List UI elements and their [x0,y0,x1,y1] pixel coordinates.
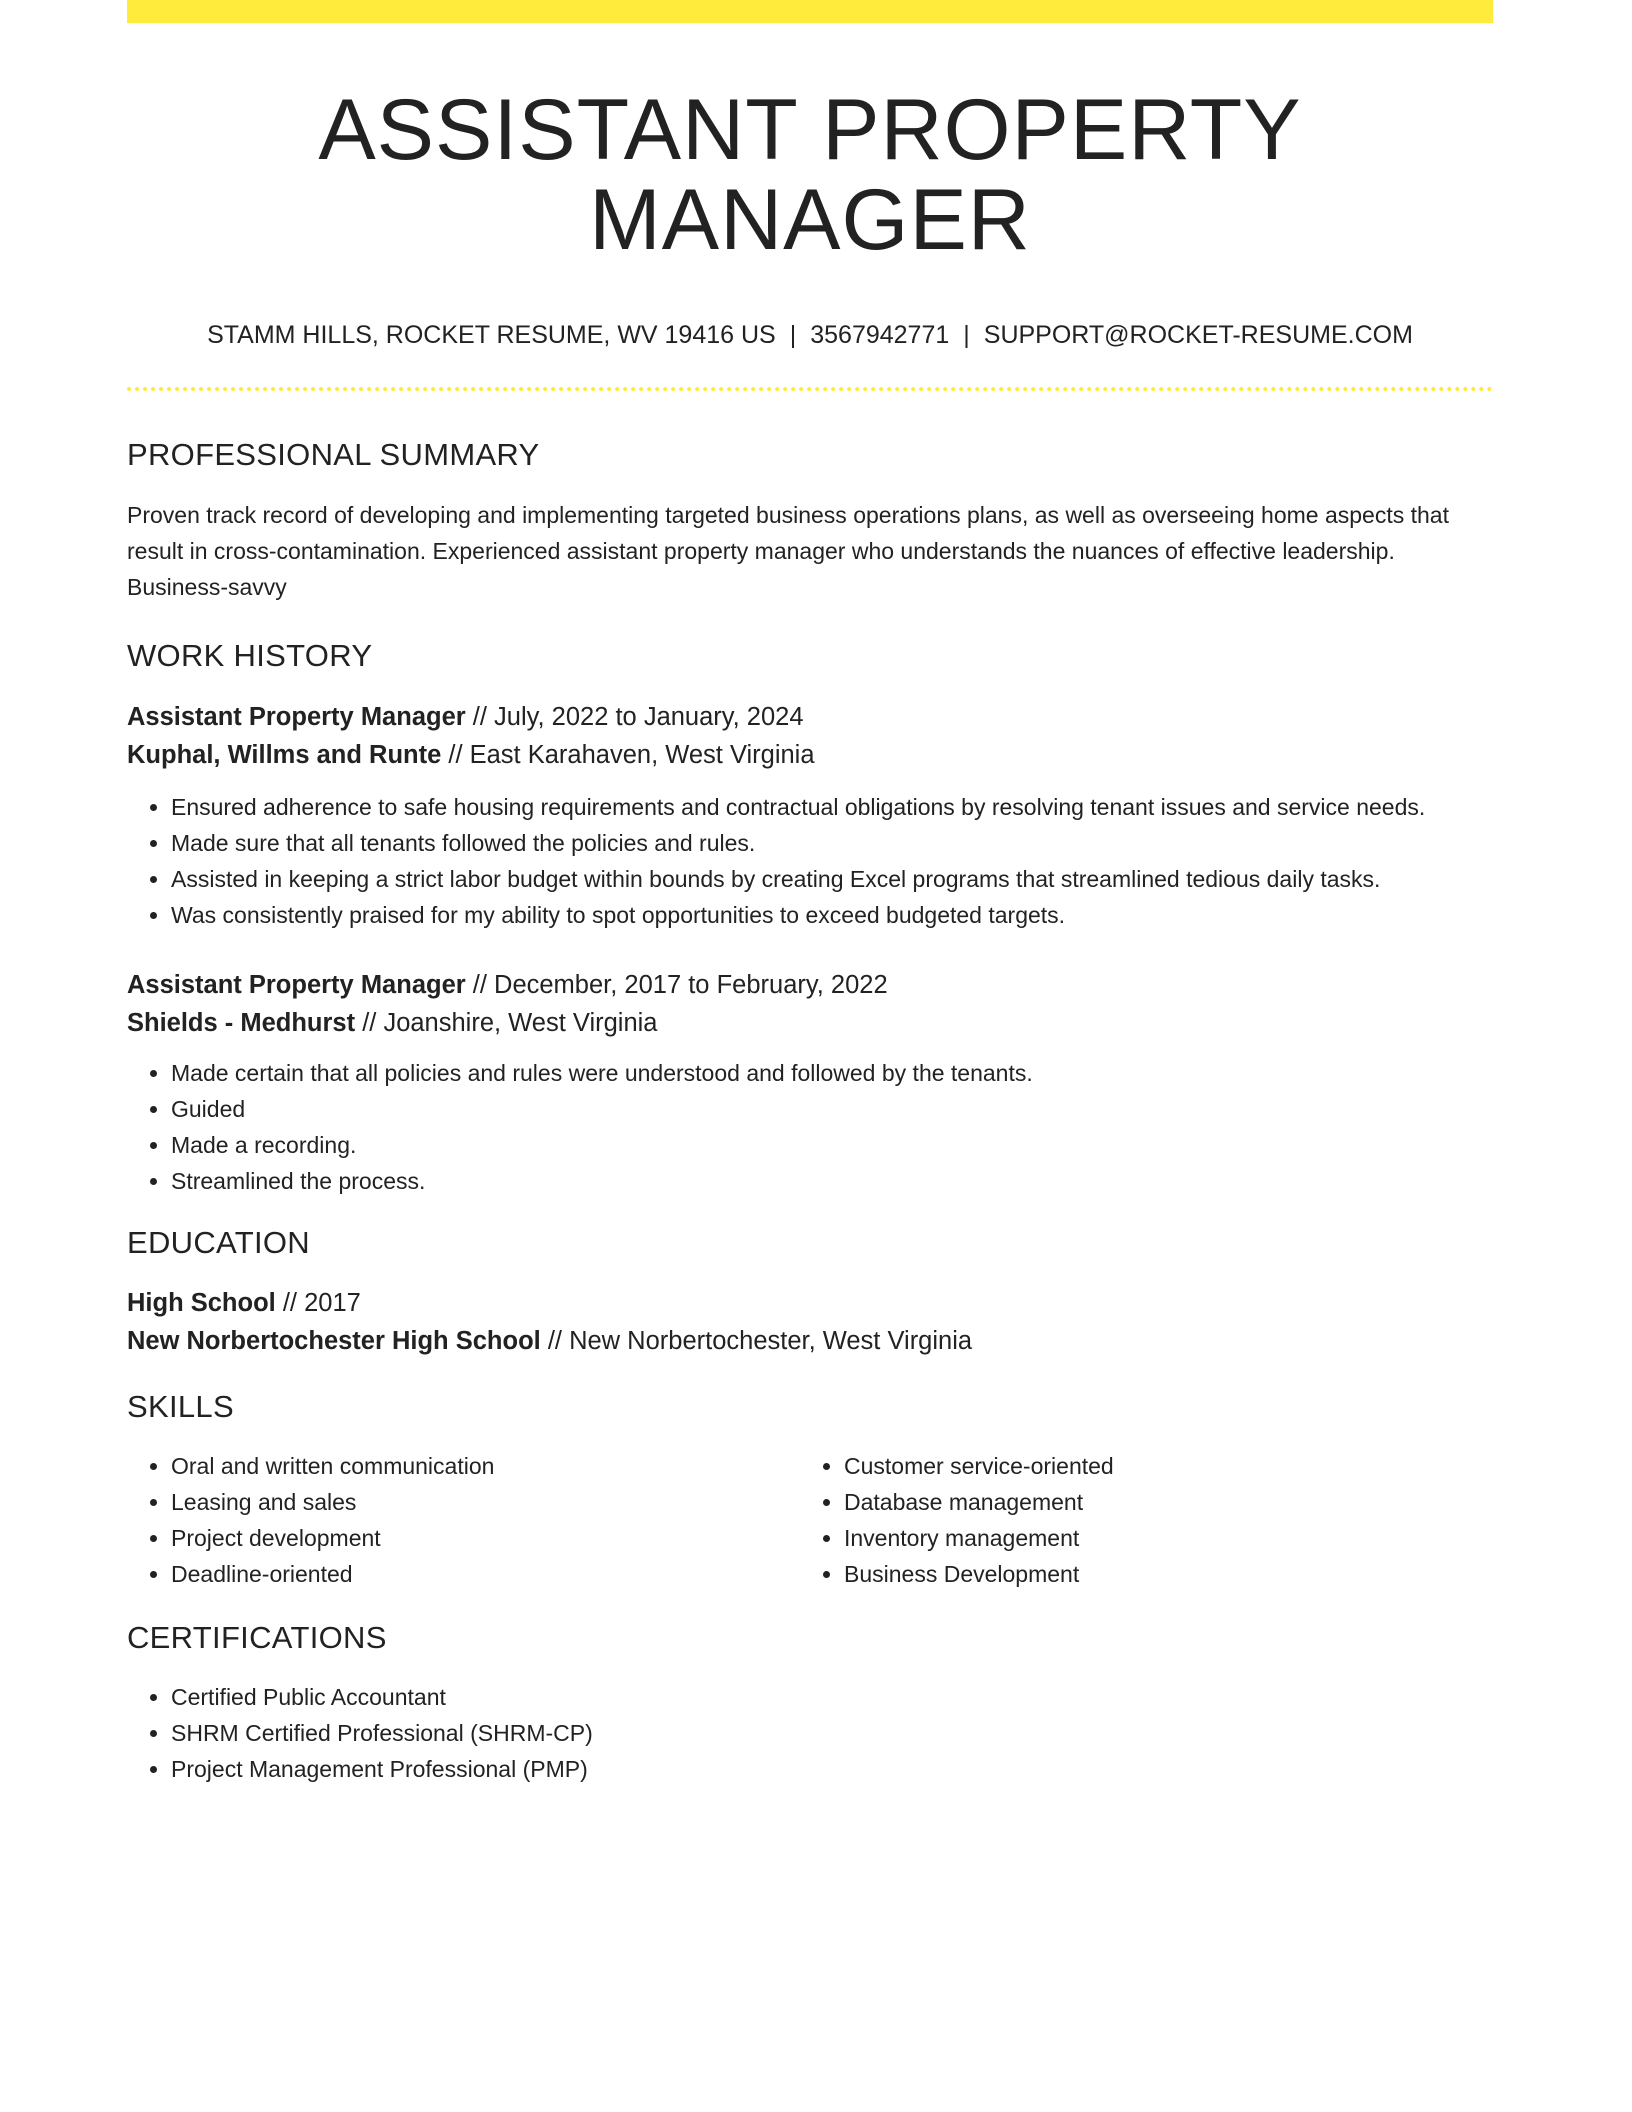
education-degree: High School [127,1289,276,1318]
job-bullet: • Guided [171,1091,1493,1127]
education-school-line [127,1322,1493,1360]
job-entry [127,698,1493,933]
job-bullet: • Was consistently praised for my ability to spot opportunities to exceed budgeted targets. [171,897,1493,933]
skill-item: • Deadline-oriented [171,1556,800,1592]
certification-item: • Project Management Professional (PMP) [171,1751,1493,1787]
education-entry [127,1284,1493,1360]
accent-top-bar [127,0,1493,23]
job-bullets [127,1055,1493,1199]
job-bullet: • Made a recording. [171,1127,1493,1163]
job-dates: // July, 2022 to January, 2024 [465,702,804,731]
job-role: Assistant Property Manager [127,970,466,999]
skill-item: • Database management [844,1484,1473,1520]
job-company-line [127,1004,1493,1042]
certification-item: • SHRM Certified Professional (SHRM-CP) [171,1715,1493,1751]
skills-list [800,1448,1473,1592]
certifications-list [127,1679,1493,1787]
education-year: // 2017 [275,1289,361,1318]
job-bullets [127,789,1493,933]
contact-line [127,320,1493,350]
contact-separator: | [789,320,797,349]
job-bullet: • Ensured adherence to safe housing requirements and contractual obligations by resolving tenant issues and service needs. [171,789,1493,825]
work-history-heading: WORK HISTORY [127,637,373,673]
job-bullet: • Assisted in keeping a strict labor budget within bounds by creating Excel programs that streamlined tedious daily tasks. [171,861,1493,897]
job-company-line [127,736,1493,774]
skill-item: • Leasing and sales [171,1484,800,1520]
job-role-line [127,966,1493,1004]
resume-page [127,0,1493,1787]
contact-email: SUPPORT@ROCKET-RESUME.COM [983,320,1413,349]
certifications-heading: CERTIFICATIONS [127,1620,387,1656]
job-role-line [127,698,1493,736]
job-role: Assistant Property Manager [127,702,466,731]
certification-item: • Certified Public Accountant [171,1679,1493,1715]
skills-list [127,1448,800,1592]
dotted-divider [127,387,1493,391]
job-company: Shields - Medhurst [127,1008,356,1037]
contact-address: STAMM HILLS, ROCKET RESUME, WV 19416 US [207,320,776,349]
job-bullet: • Streamlined the process. [171,1163,1493,1199]
job-location: // Joanshire, West Virginia [355,1008,658,1037]
job-location: // East Karahaven, West Virginia [441,740,815,769]
contact-separator: | [963,320,970,349]
contact-phone: 3567942771 [810,320,950,349]
skills-column-right [800,1448,1473,1592]
skills-column-left [127,1448,800,1592]
job-company: Kuphal, Willms and Runte [127,740,442,769]
summary-heading: PROFESSIONAL SUMMARY [127,436,540,472]
skills-grid [127,1448,1493,1592]
skill-item: • Oral and written communication [171,1448,800,1484]
education-location: // New Norbertochester, West Virginia [540,1327,973,1356]
job-entry [127,966,1493,1199]
job-bullet: • Made certain that all policies and rules were understood and followed by the tenants. [171,1055,1493,1091]
skill-item: • Inventory management [844,1520,1473,1556]
education-degree-line [127,1284,1493,1322]
skill-item: • Business Development [844,1556,1473,1592]
job-dates: // December, 2017 to February, 2022 [465,970,888,999]
education-school: New Norbertochester High School [127,1327,541,1356]
skill-item: • Project development [171,1520,800,1556]
skill-item: • Customer service-oriented [844,1448,1473,1484]
education-heading: EDUCATION [127,1224,310,1260]
summary-text: Proven track record of developing and implementing targeted business operations plans, as well as overseeing home aspects that result in cross-contamination. Experienced assistant property manager who understands the nuances of effective leadership. Business-savvy [127,501,1449,600]
skills-heading: SKILLS [127,1389,234,1425]
resume-title: ASSISTANT PROPERTY MANAGER [318,82,1302,269]
job-bullet: • Made sure that all tenants followed the policies and rules. [171,825,1493,861]
